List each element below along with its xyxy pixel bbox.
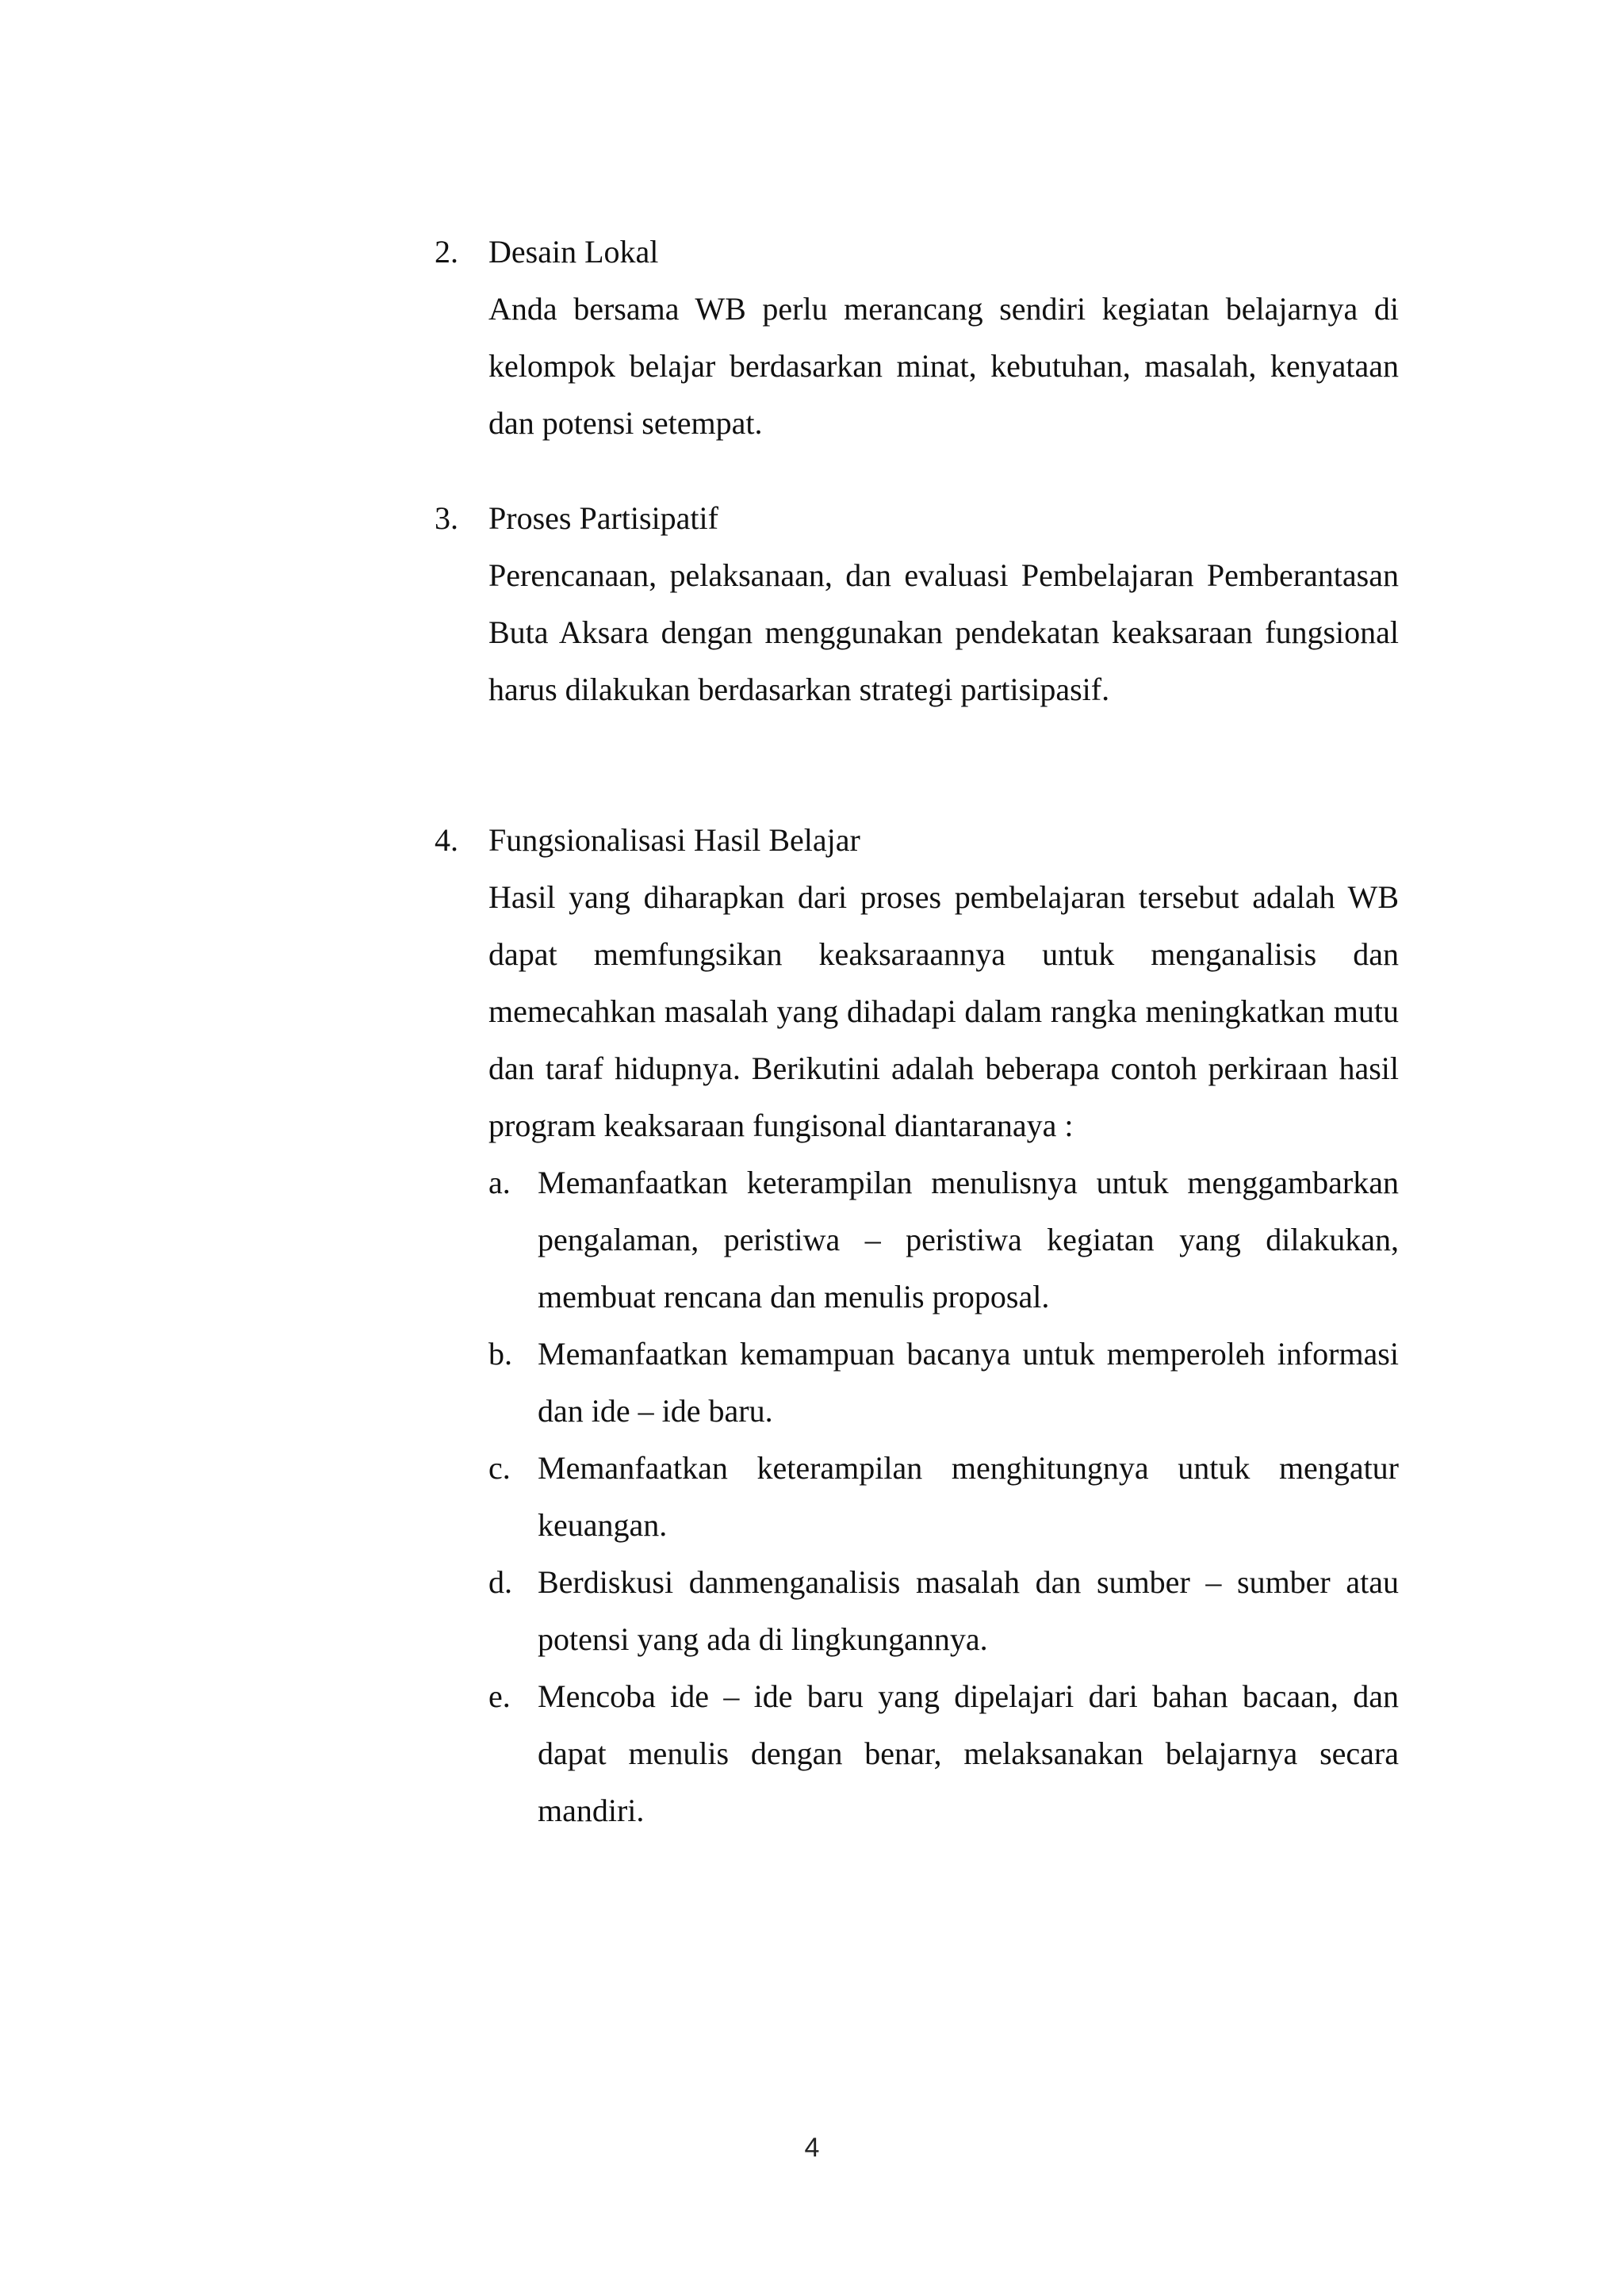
section-paragraph: Perencanaan, pelaksanaan, dan evaluasi Pembelajaran Pemberantasan Buta Aksara dengan menggunakan pendekatan keaksaraan fungsional harus dilakukan berdasarkan strategi partisipasif. bbox=[488, 557, 1399, 707]
list-item-marker: a. bbox=[488, 1165, 511, 1200]
list-item-text: Memanfaatkan kemampuan bacanya untuk memperoleh informasi dan ide – ide baru. bbox=[538, 1336, 1399, 1429]
list-item-marker: e. bbox=[488, 1678, 511, 1714]
section-heading bbox=[435, 490, 1399, 547]
list-item-marker: d. bbox=[488, 1564, 512, 1600]
list-item bbox=[488, 1154, 1399, 1326]
sub-list bbox=[488, 1154, 1399, 1839]
section-desain-lokal bbox=[435, 224, 1399, 452]
list-item-marker: c. bbox=[488, 1450, 511, 1486]
list-item bbox=[488, 1668, 1399, 1839]
list-item-text: Memanfaatkan keterampilan menghitungnya untuk mengatur keuangan. bbox=[538, 1450, 1399, 1543]
section-proses-partisipatif bbox=[435, 490, 1399, 718]
list-item-text: Memanfaatkan keterampilan menulisnya untuk menggambarkan pengalaman, peristiwa – peristiwa kegiatan yang dilakukan, membuat rencana dan menulis proposal. bbox=[538, 1165, 1399, 1314]
section-number: 3. bbox=[435, 500, 458, 536]
section-paragraph: Hasil yang diharapkan dari proses pembelajaran tersebut adalah WB dapat memfungsikan keaksaraannya untuk menganalisis dan memecahkan masalah yang dihadapi dalam rangka meningkatkan mutu dan taraf hidupnya. Berikutini adalah beberapa contoh perkiraan hasil program keaksaraan fungisonal diantaranaya : bbox=[488, 879, 1399, 1143]
list-item bbox=[488, 1554, 1399, 1668]
section-heading bbox=[435, 224, 1399, 281]
section-body bbox=[488, 547, 1399, 718]
section-title: Proses Partisipatif bbox=[488, 500, 718, 536]
page-number: 4 bbox=[804, 2133, 820, 2163]
list-item bbox=[488, 1326, 1399, 1440]
list-item-text: Berdiskusi danmenganalisis masalah dan sumber – sumber atau potensi yang ada di lingkungannya. bbox=[538, 1564, 1399, 1657]
section-fungsionalisasi-hasil-belajar bbox=[435, 812, 1399, 1839]
list-item bbox=[488, 1440, 1399, 1554]
section-heading bbox=[435, 812, 1399, 869]
section-body bbox=[488, 869, 1399, 1154]
list-item-marker: b. bbox=[488, 1336, 512, 1372]
section-title: Fungsionalisasi Hasil Belajar bbox=[488, 822, 860, 858]
section-title: Desain Lokal bbox=[488, 234, 659, 270]
section-number: 4. bbox=[435, 822, 458, 858]
section-number: 2. bbox=[435, 234, 458, 270]
section-paragraph: Anda bersama WB perlu merancang sendiri kegiatan belajarnya di kelompok belajar berdasarkan minat, kebutuhan, masalah, kenyataan dan potensi setempat. bbox=[488, 291, 1399, 441]
list-item-text: Mencoba ide – ide baru yang dipelajari dari bahan bacaan, dan dapat menulis dengan benar, melaksanakan belajarnya secara mandiri. bbox=[538, 1678, 1399, 1828]
section-body bbox=[488, 281, 1399, 452]
